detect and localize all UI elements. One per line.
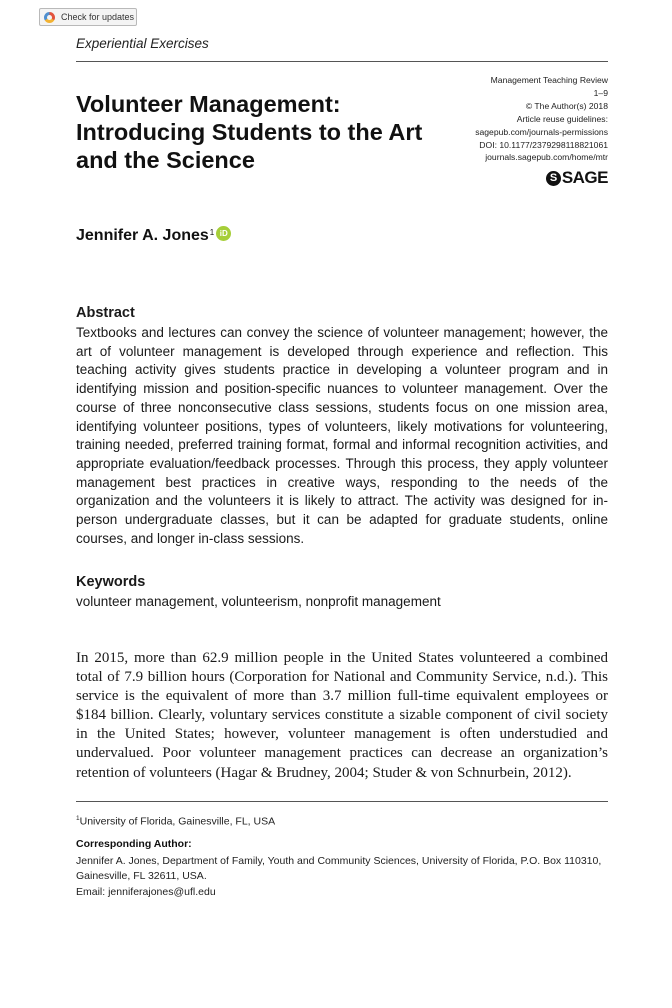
check-for-updates-label: Check for updates bbox=[61, 12, 135, 22]
article-title: Volunteer Management: Introducing Students to the Art and the Science bbox=[76, 91, 423, 173]
orcid-icon[interactable]: iD bbox=[216, 226, 231, 241]
doi[interactable]: DOI: 10.1177/2379298118821061 bbox=[479, 139, 608, 150]
corresponding-author-heading: Corresponding Author: bbox=[76, 838, 192, 850]
author-line bbox=[76, 227, 231, 245]
abstract-heading: Abstract bbox=[76, 305, 135, 321]
email-label: Email: bbox=[76, 886, 109, 898]
affiliation-footnote bbox=[76, 815, 275, 828]
copyright: © The Author(s) 2018 bbox=[525, 100, 608, 111]
keywords-list: volunteer management, volunteerism, nonprofit management bbox=[76, 594, 441, 609]
abstract-body: Textbooks and lectures can convey the science of volunteer management; however, the art of volunteer management is developed through experience and reflection. This teaching activity gives students practice in developing a volunteer program and in identifying mission and position-specific nuances to volunteer management. Over the course of three nonconsecutive class sessions, students focus on one mission area, identifying volunteer positions, types of volunteers, likely motivations for volunteering, training needed, preferred training format, formal and informal recognition activities, and appropriate evaluation/feedback processes. Through this process, they apply volunteer management best practices in creative ways, responding to the needs of the organization and the volunteers it is likely to attract. The activity was designed for in-person undergraduate classes, but it can be adapted for graduate students, online courses, and longer in-class sessions. bbox=[76, 325, 608, 546]
page-range: 1–9 bbox=[593, 87, 608, 98]
permissions-link[interactable]: sagepub.com/journals-permissions bbox=[475, 126, 608, 137]
corresponding-author-address: Jennifer A. Jones, Department of Family, Youth and Community Sciences, University of Florida, P.O. Box 110310, Gainesville, FL 32611, USA. bbox=[76, 855, 602, 882]
author-affiliation-marker: 1 bbox=[209, 228, 215, 237]
affiliation-text: University of Florida, Gainesville, FL, USA bbox=[79, 815, 276, 828]
affiliation-marker: 1 bbox=[76, 815, 80, 822]
email-link[interactable]: jenniferajones@ufl.edu bbox=[108, 886, 216, 898]
author-name: Jennifer A. Jones bbox=[76, 227, 209, 244]
check-for-updates-button[interactable] bbox=[39, 8, 137, 26]
publisher-logo bbox=[546, 168, 608, 188]
crossmark-icon bbox=[44, 12, 55, 23]
publisher-name: SAGE bbox=[561, 168, 608, 187]
sage-mark-icon: S bbox=[546, 171, 561, 186]
keywords-heading: Keywords bbox=[76, 574, 146, 590]
footnote-divider bbox=[76, 801, 608, 802]
email-line bbox=[76, 886, 216, 898]
intro-paragraph: In 2015, more than 62.9 million people in the United States volunteered a combined total of 7.9 billion hours (Corporation for National and Community Service, n.d.). This service is the equivalent of more than 3.7 million full-time equivalent employees or $184 billion. Clearly, voluntary services constitute a sizable component of civil society in the United States; however, volunteer management is often understudied and undervalued. Poor volunteer management practices can decrease an organization’s retention of volunteers (Hagar & Brudney, 2004; Studer & von Schnurbein, 2012). bbox=[76, 650, 608, 781]
section-label: Experiential Exercises bbox=[76, 36, 209, 51]
header-divider bbox=[76, 61, 608, 62]
reuse-guidelines: Article reuse guidelines: bbox=[516, 113, 608, 124]
journal-name: Management Teaching Review bbox=[490, 75, 608, 85]
journal-meta bbox=[408, 74, 608, 164]
journal-home-link[interactable]: journals.sagepub.com/home/mtr bbox=[485, 152, 608, 163]
